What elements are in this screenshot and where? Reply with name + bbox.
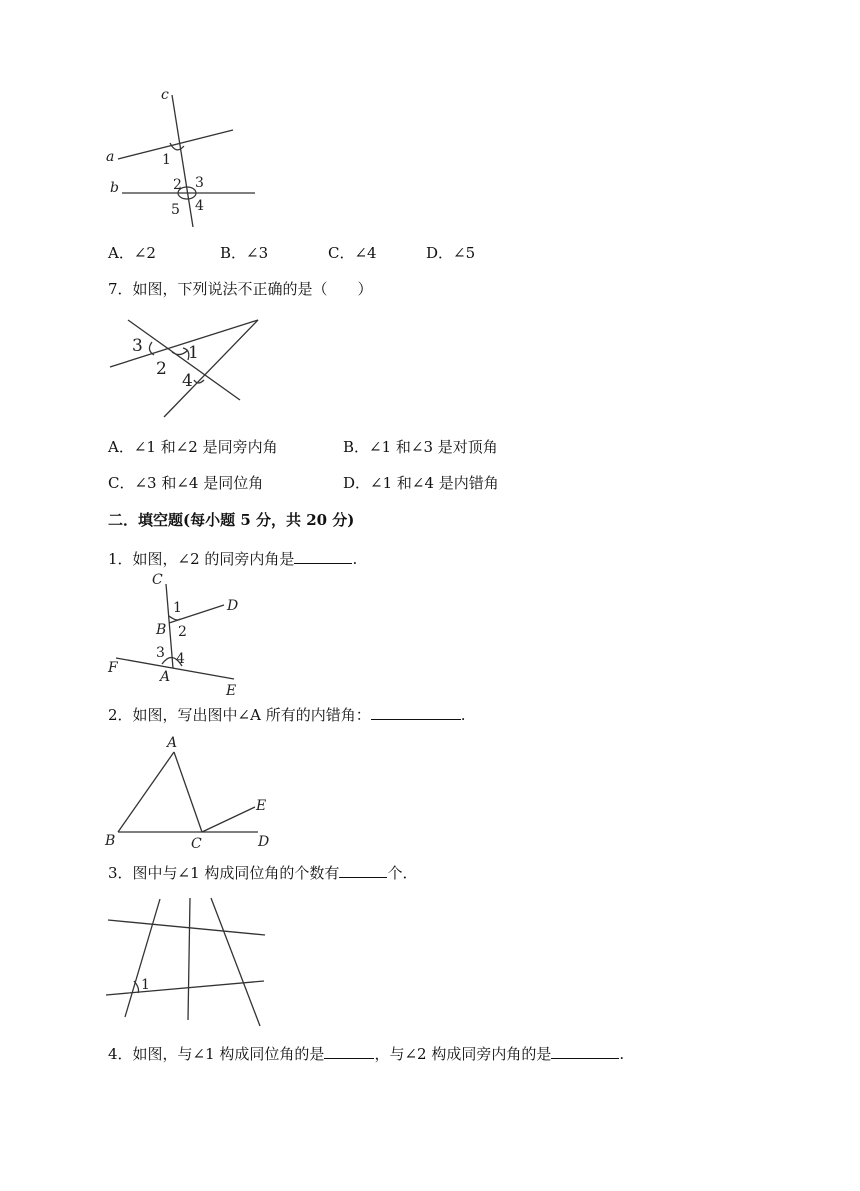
fill-4-text: 4．如图，与∠1 构成同位角的是 [108, 1045, 325, 1063]
q7-label-1: 1 [188, 343, 199, 363]
q6-option-a: A．∠2 [108, 244, 156, 262]
q7-option-d: D．∠1 和∠4 是内错角 [343, 474, 499, 492]
fill-4-text-mid: ，与∠2 构成同旁内角的是 [374, 1045, 552, 1063]
fill-3-figure [100, 893, 270, 1033]
fill-1-text: 1．如图，∠2 的同旁内角是 [108, 550, 295, 568]
fill-3-text: 3．图中与∠1 构成同位角的个数有 [108, 864, 340, 882]
line-a [118, 130, 233, 159]
f1-label-e: E [226, 683, 237, 699]
section-title: 二．填空题(每小题 5 分，共 20 分) [108, 511, 355, 529]
q7-option-b: B．∠1 和∠3 是对顶角 [343, 438, 498, 456]
fill-3-stem [108, 863, 417, 883]
f3-line-right [211, 898, 260, 1026]
f1-label-f: F [108, 660, 118, 676]
f2-label-e: E [256, 798, 267, 814]
fill-4-stem [108, 1044, 624, 1064]
f2-label-d: D [258, 834, 270, 850]
label-5: 5 [171, 202, 180, 218]
f1-label-b: B [156, 622, 167, 638]
fill-1-figure [100, 568, 260, 698]
q6-figure [100, 85, 270, 235]
f1-label-1: 1 [173, 600, 182, 616]
q6-option-c: C．∠4 [328, 244, 377, 262]
label-4: 4 [195, 198, 204, 214]
q7-label-4: 4 [182, 371, 193, 391]
q7-label-3: 3 [132, 336, 143, 356]
f1-arc-2 [169, 616, 180, 620]
fill-2-text: 2．如图，写出图中∠A 所有的内错角： [108, 706, 371, 724]
fill-1-blank[interactable] [294, 549, 352, 564]
f2-line-ac [174, 752, 202, 832]
q7-arc-2 [172, 350, 188, 355]
f1-label-d: D [227, 598, 239, 614]
fill-2-blank[interactable] [371, 705, 461, 720]
f1-line-ca [166, 584, 173, 668]
fill-1-end: . [352, 550, 358, 568]
f1-label-c: C [152, 572, 163, 588]
q7-option-c: C．∠3 和∠4 是同位角 [108, 474, 264, 492]
label-3: 3 [195, 175, 204, 191]
f1-label-a: A [160, 669, 171, 685]
f1-label-3: 3 [156, 645, 165, 661]
fill-2-end: . [460, 706, 466, 724]
f2-label-c: C [191, 836, 202, 852]
f3-line-bottom [106, 981, 264, 995]
q7-stem: 7．如图，下列说法不正确的是（ ） [108, 280, 373, 298]
f3-line-middle [188, 898, 190, 1020]
fill-2-stem [108, 705, 466, 725]
fill-4-blank-1[interactable] [324, 1044, 374, 1059]
fill-2-figure [100, 732, 275, 852]
f3-line-left [125, 899, 160, 1017]
f1-label-4: 4 [176, 651, 185, 667]
label-1: 1 [162, 152, 171, 168]
f1-line-fe [116, 658, 234, 679]
label-2: 2 [173, 177, 182, 193]
fill-4-end: . [619, 1045, 625, 1063]
label-b: b [110, 180, 119, 196]
q6-option-b: B．∠3 [220, 244, 269, 262]
f2-line-ce [202, 807, 255, 832]
f1-label-2: 2 [178, 624, 187, 640]
f2-label-b: B [105, 833, 116, 849]
f3-arc-1 [134, 981, 139, 993]
f3-line-top [108, 920, 265, 935]
fill-1-stem [108, 549, 357, 569]
fill-3-end: 个． [387, 864, 418, 882]
f3-label-1: 1 [141, 977, 150, 993]
f2-label-a: A [167, 735, 178, 751]
q7-figure [100, 310, 260, 420]
fill-4-blank-2[interactable] [551, 1044, 619, 1059]
label-c: c [161, 87, 169, 103]
label-a: a [106, 149, 115, 165]
q7-option-a: A．∠1 和∠2 是同旁内角 [108, 438, 278, 456]
q6-option-d: D．∠5 [426, 244, 476, 262]
q7-label-2: 2 [156, 359, 167, 379]
f2-line-ab [118, 752, 174, 832]
fill-3-blank[interactable] [339, 863, 387, 878]
